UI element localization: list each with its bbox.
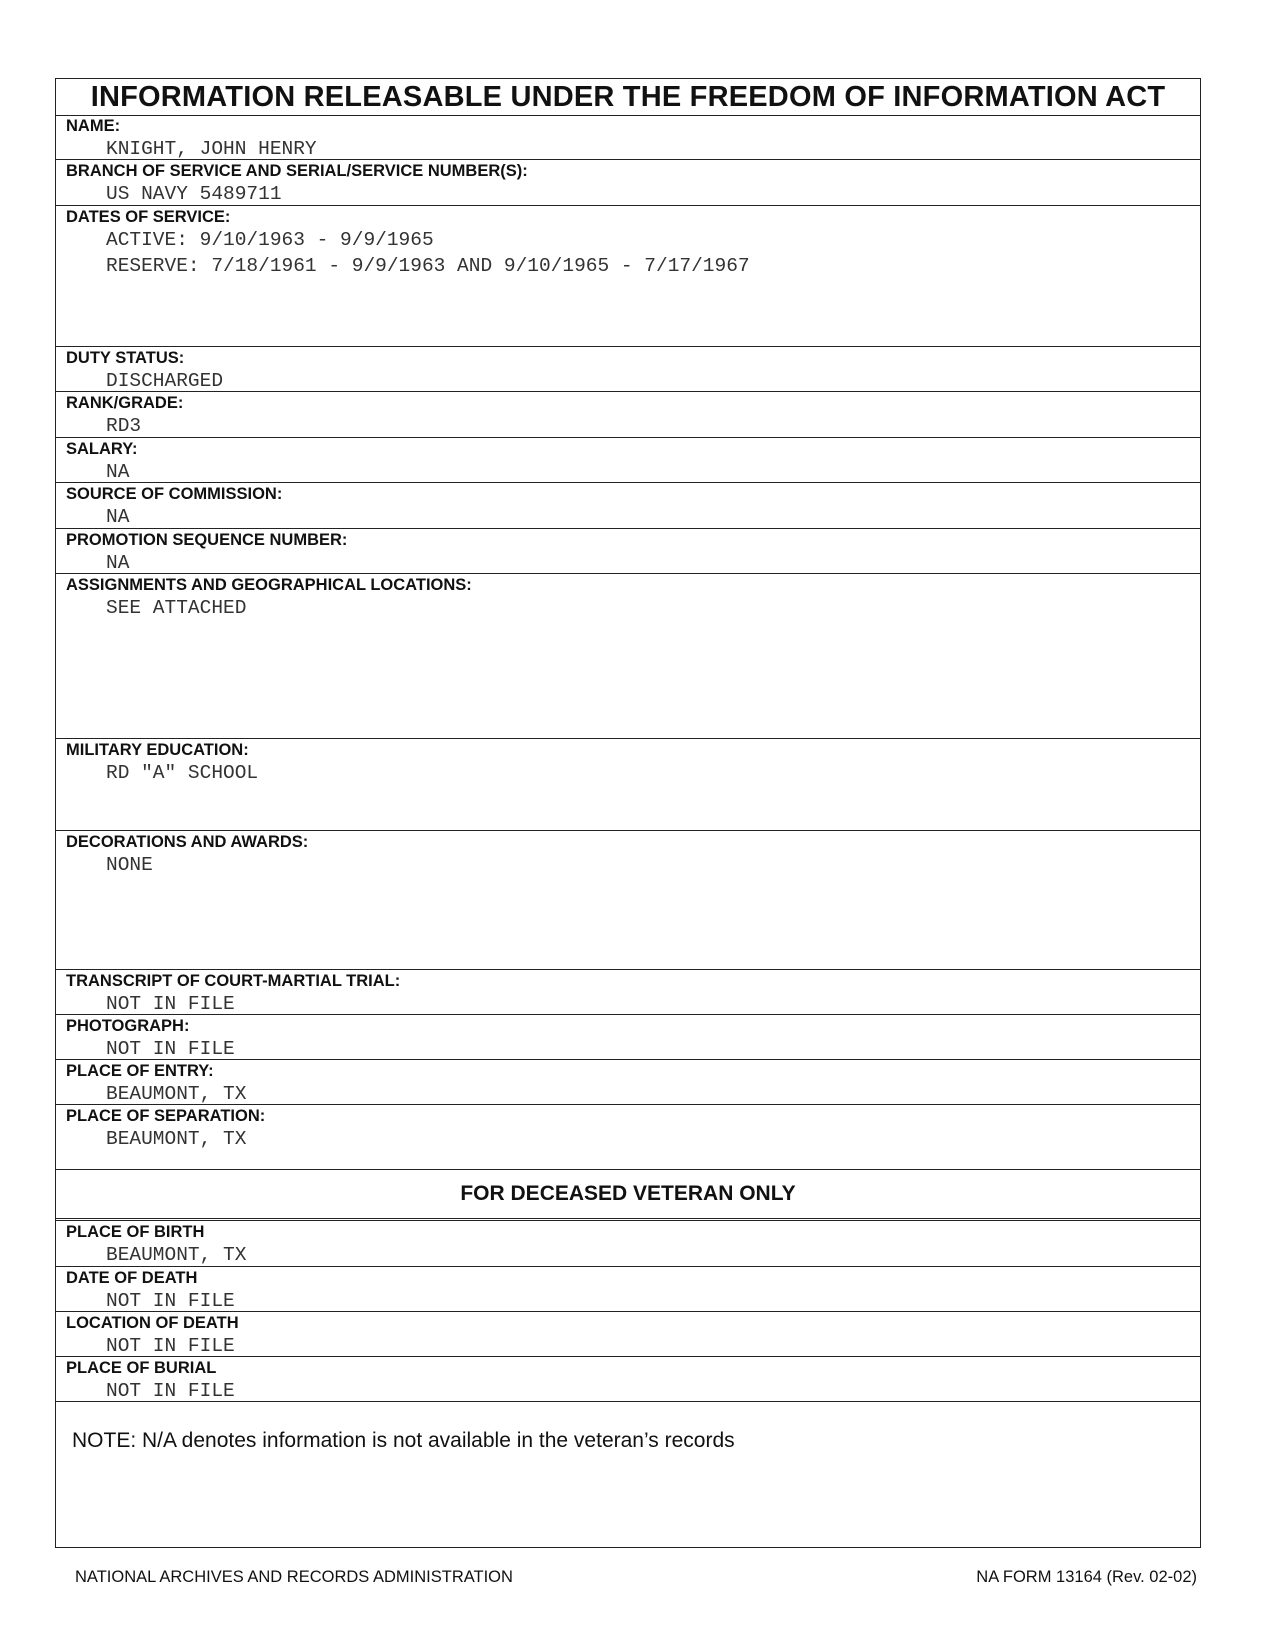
- birth-label: PLACE OF BIRTH: [66, 1223, 205, 1241]
- salary-section: [56, 438, 1200, 483]
- salary-label: SALARY:: [66, 440, 138, 458]
- birth-section: [56, 1221, 1200, 1267]
- death-date-section: [56, 1267, 1200, 1312]
- death-date-label: DATE OF DEATH: [66, 1269, 198, 1287]
- entry-value: BEAUMONT, TX: [106, 1083, 247, 1105]
- education-section: [56, 739, 1200, 831]
- rank-section: [56, 392, 1200, 438]
- death-location-section: [56, 1312, 1200, 1357]
- deceased-veteran-header: FOR DECEASED VETERAN ONLY: [56, 1169, 1200, 1221]
- education-label: MILITARY EDUCATION:: [66, 741, 249, 759]
- death-date-value: NOT IN FILE: [106, 1290, 235, 1312]
- separation-value: BEAUMONT, TX: [106, 1128, 247, 1150]
- education-value: RD "A" SCHOOL: [106, 762, 259, 784]
- dates-label: DATES OF SERVICE:: [66, 208, 231, 226]
- name-section: [56, 115, 1200, 160]
- duty-status-section: [56, 347, 1200, 392]
- entry-section: [56, 1060, 1200, 1105]
- entry-label: PLACE OF ENTRY:: [66, 1062, 214, 1080]
- reserve-dates: RESERVE: 7/18/1961 - 9/9/1963 AND 9/10/1965 - 7/17/1967: [106, 255, 750, 277]
- photograph-label: PHOTOGRAPH:: [66, 1017, 190, 1035]
- promotion-section: [56, 529, 1200, 574]
- duty-status-label: DUTY STATUS:: [66, 349, 185, 367]
- promotion-value: NA: [106, 552, 130, 574]
- active-dates: ACTIVE: 9/10/1963 - 9/9/1965: [106, 229, 434, 251]
- name-value: KNIGHT, JOHN HENRY: [106, 138, 317, 160]
- death-location-value: NOT IN FILE: [106, 1335, 235, 1357]
- birth-value: BEAUMONT, TX: [106, 1244, 247, 1266]
- dates-section: [56, 206, 1200, 347]
- burial-value: NOT IN FILE: [106, 1380, 235, 1402]
- burial-section: [56, 1357, 1200, 1402]
- promotion-label: PROMOTION SEQUENCE NUMBER:: [66, 531, 348, 549]
- court-martial-section: [56, 970, 1200, 1015]
- photograph-section: [56, 1015, 1200, 1060]
- decorations-value: NONE: [106, 854, 153, 876]
- branch-value: US NAVY 5489711: [106, 183, 282, 205]
- foia-form: [55, 78, 1201, 1548]
- rank-value: RD3: [106, 415, 142, 437]
- court-martial-value: NOT IN FILE: [106, 993, 235, 1015]
- duty-status-value: DISCHARGED: [106, 370, 224, 392]
- form-number-footer: NA FORM 13164 (Rev. 02-02): [976, 1568, 1197, 1586]
- assignments-section: [56, 574, 1200, 739]
- burial-label: PLACE OF BURIAL: [66, 1359, 217, 1377]
- assignments-value: SEE ATTACHED: [106, 597, 247, 619]
- commission-value: NA: [106, 506, 130, 528]
- photograph-value: NOT IN FILE: [106, 1038, 235, 1060]
- name-label: NAME:: [66, 117, 121, 135]
- separation-section: [56, 1105, 1200, 1169]
- decorations-label: DECORATIONS AND AWARDS:: [66, 833, 309, 851]
- rank-label: RANK/GRADE:: [66, 394, 184, 412]
- separation-label: PLACE OF SEPARATION:: [66, 1107, 266, 1125]
- branch-section: [56, 160, 1200, 206]
- death-location-label: LOCATION OF DEATH: [66, 1314, 239, 1332]
- court-martial-label: TRANSCRIPT OF COURT-MARTIAL TRIAL:: [66, 972, 401, 990]
- commission-section: [56, 483, 1200, 529]
- form-title: INFORMATION RELEASABLE UNDER THE FREEDOM OF INFORMATION ACT: [56, 79, 1200, 116]
- records-note: NOTE: N/A denotes information is not available in the veteran’s records: [72, 1429, 735, 1452]
- agency-footer: NATIONAL ARCHIVES AND RECORDS ADMINISTRATION: [75, 1568, 513, 1586]
- commission-label: SOURCE OF COMMISSION:: [66, 485, 283, 503]
- salary-value: NA: [106, 461, 130, 483]
- assignments-label: ASSIGNMENTS AND GEOGRAPHICAL LOCATIONS:: [66, 576, 472, 594]
- branch-label: BRANCH OF SERVICE AND SERIAL/SERVICE NUMBER(S):: [66, 162, 528, 180]
- decorations-section: [56, 831, 1200, 970]
